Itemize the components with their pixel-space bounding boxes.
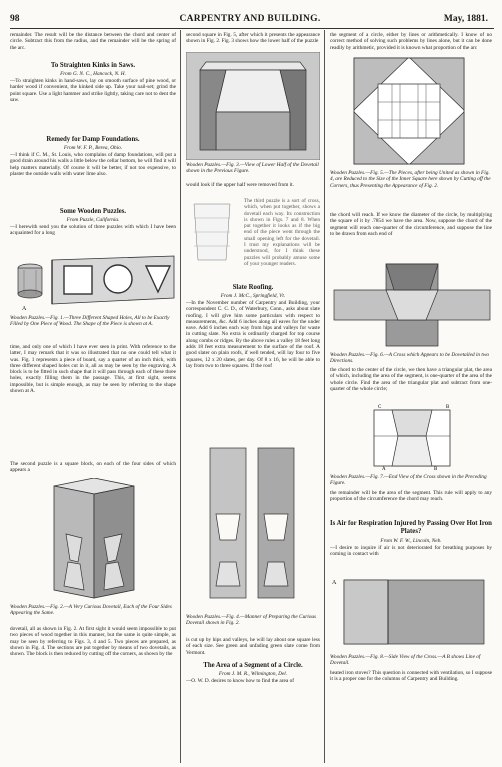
- col1-paragraph-6: The second puzzle is a square block, on each of the four sides of which appears a: [10, 461, 176, 474]
- col2-paragraph-3: The third puzzle is a sort of cross, which, when put together, shows a dovetail each way. Its construction is shown in Figs. 7 and 8. When put together it looks as if the big end of the piece went through the small opening left for the dovetail. I trust my explanations will be understood, for I think these puzzles will probably amuse some of your younger readers.: [244, 198, 320, 267]
- page-number: 98: [10, 14, 20, 24]
- col2-paragraph-1: second square in Fig. 5, after which it presents the appearance shown in Fig. 2. Fig. 3 shows how the lower half of the puzzle: [186, 32, 320, 45]
- col2-heading-slate: Slate Roofing.: [232, 284, 274, 291]
- col1-byline-foundations: From W. F. P., Berea, Ohio.: [63, 145, 123, 151]
- figure-8-caption: Wooden Puzzles.—Fig. 8.—Side View of the Cross.—A B shows Line of Dovetail.: [330, 654, 481, 667]
- col1-heading-puzzles: Some Wooden Puzzles.: [59, 208, 127, 215]
- figure-6-caption: Wooden Puzzles.—Fig. 6.—A Cross which Appears to be Dovetailed in two Directions.: [330, 352, 490, 365]
- col1-byline-puzzles: From Puzzle, California.: [66, 217, 120, 223]
- figure-7-end-view: [356, 402, 466, 472]
- col1-paragraph-1: remainder. The result will be the distance between the chord and center of circle. Subtract this from the radius, and the remainder will be the spring of the arc.: [10, 32, 176, 51]
- figure-2-dovetail-block: [44, 478, 144, 600]
- figure-8-side-view: [330, 570, 492, 650]
- fig7-label-c: C: [378, 405, 382, 410]
- col2-paragraph-5: is cut up by hips and valleys, he will lay about one square less of each size. See green and unfading green slate come from Vermont.: [186, 637, 320, 656]
- fig7-label-a: A: [382, 467, 386, 472]
- col2-paragraph-6: —O. W. D. desires to know how to find the area of: [186, 678, 294, 684]
- column-divider-1: [180, 30, 181, 763]
- fig7-label-b-top: B: [446, 405, 450, 410]
- col2-paragraph-4: —In the November number of Carpentry and Building, your correspondent C. C. D., of Waterbury, Conn., asks about slate roofing. I will give him some particulars with respect to measurements, &c. Add 6 inches along all eaves for the under eave. Add 6 inches each way from hips and valleys for waste in cutting slate. No extra is ordinarily charged for top course along combs or ridges. By the above rules a valley 18 feet long adds 18 feet extra measurement to the surface of the roof. A good slater on plain roofs, if well tended, will lay four to five squares, 12 x 20 slates, per day. Of 8 x 16, he will be able to lay from two to three squares. If the roof: [186, 300, 320, 369]
- col3-byline-respiration: From W. F. W., Lincoln, Neb.: [380, 538, 442, 544]
- col3-paragraph-3: the chord to the center of the circle, we then have a triangular plat, the area of which, including the area of the segment, is one-quarter of the area of the whole circle. Find the area of the triangular plat and subtract from one-quarter of the whole circle;: [330, 367, 492, 392]
- fig1-label-a: A: [22, 306, 27, 312]
- fig1-board: [52, 256, 174, 304]
- figure-5-caption: Wooden Puzzles.—Fig. 5.—The Pieces, after being United as shown in Fig. 4, are Reduced to the Size of the Inner Square here shown by Cutting off the Corners, thus Presenting the Appearance of Fig. 2.: [330, 170, 491, 189]
- figure-4-preparing-dovetail: [186, 444, 320, 612]
- figure-small-cross-piece: [186, 198, 238, 266]
- fig1-block-a: [18, 264, 42, 298]
- fig8-label-a: A: [332, 580, 337, 586]
- col1-paragraph-4: —I herewith send you the solution of three puzzles with which I have been acquainted for a long: [10, 224, 176, 237]
- figure-3-lower-half: [186, 52, 320, 160]
- col1-byline-saws: From G. N. C., Hancock, N. H.: [60, 71, 126, 77]
- figure-5-reduced-pieces: [348, 56, 470, 168]
- figure-6-cross: [330, 260, 492, 350]
- col3-heading-respiration: Is Air for Respiration Injured by Passing Over Hot Iron Plates?: [330, 520, 492, 535]
- col2-paragraph-2: would look if the upper half were removed from it.: [186, 182, 294, 188]
- col1-heading-foundations: Remedy for Damp Foundations.: [46, 136, 140, 143]
- col3-paragraph-2: the chord will reach. If we know the diameter of the circle, by multiplying the square of it by .7854 we have the area. Now, suppose the chord of the segment will reach one-quarter of the circumference, and suppose the line to be drawn from each end of: [330, 212, 492, 237]
- figure-1-three-holes: [8, 246, 178, 314]
- figure-1-caption: Wooden Puzzles.—Fig. 1.—Three Different Shaped Holes, All to be Exactly Filled by One Piece of Wood. The Shape of the Piece is shown at A.: [10, 315, 170, 328]
- col1-heading-saws: To Straighten Kinks in Saws.: [50, 62, 136, 69]
- col3-paragraph-1: the segment of a circle, either by lines or arithmetically. I know of no correct method of solving such problems by lines alone, but it can be done readily by arithmetic, provided it is known what proportion of the arc: [330, 32, 492, 51]
- col3-paragraph-5: —I desire to inquire if air is not deteriorated for breathing purposes by coming in contact with: [330, 545, 492, 558]
- col1-paragraph-7: dovetail, all as shown in Fig. 2. At first sight it would seem impossible to put two pieces of wood together in this manner, but the same is quite simple, as may be seen by referring to Figs. 3, 4 and 5. Two pieces are prepared, as shown in Fig. 4. The sections are put together by means of two dovetails, as shown. The block is then reduced by cutting off the corners, as shown by the: [10, 626, 176, 658]
- col1-paragraph-5: time, and only one of which I have ever seen in print. With reference to the latter, I may remark that it was so illustrated that no one could tell what it was. Fig. 1 represents a piece of board, say a quarter of an inch thick, with three different shaped holes cut in it, all as may be seen by the engraving. A block is to be fitted in such shape that it will pass through each of these three holes, exactly filling them in the passage. This, at first sight, seems impossible, but is simple enough, as may be seen by referring to the shape shown at A.: [10, 344, 176, 395]
- col2-byline-slate: From J. McC., Springfield, Vt.: [220, 293, 286, 299]
- col1-paragraph-2: —To straighten kinks in hand-saws, lay on smooth surface of pine wood, or harder wood if convenient, the kinked side up. Take your nail-set; grind the point square. Use a light hammer and strike lightly, taking care not to dent the saw.: [10, 78, 176, 103]
- figure-2-caption: Wooden Puzzles.—Fig. 2.—A Very Curious Dovetail, Each of the Four Sides Appearing the Same.: [10, 604, 172, 617]
- col2-byline-segment: From J. M. R., Wilmington, Del.: [218, 671, 288, 677]
- page-header: [6, 14, 494, 26]
- col1-paragraph-3: —I think if C. M., St. Louis, who complains of damp foundations, will put a good drain around his walls a little below the cellar bottom, he will find it will help matters materially. Of course it will be better, if not too expensive, to plaster the outside walls with water lime also.: [10, 152, 176, 177]
- column-divider-2: [324, 30, 325, 763]
- col3-paragraph-4: the remainder will be the area of the segment. This rule will apply to any proportion of the circumference the chord may reach.: [330, 490, 492, 503]
- fig7-label-b-bottom: B: [434, 467, 438, 472]
- journal-title: CARPENTRY AND BUILDING.: [179, 14, 321, 24]
- figure-7-caption: Wooden Puzzles.—Fig. 7.—End View of the Cross shown in the Preceding Figure.: [330, 474, 487, 487]
- figure-4-caption: Wooden Puzzles.—Fig. 4.—Manner of Preparing the Curious Dovetail shown in Fig. 2.: [186, 614, 317, 627]
- col2-heading-segment: The Area of a Segment of a Circle.: [203, 662, 303, 669]
- header-rule: [10, 28, 494, 29]
- figure-3-caption: Wooden Puzzles.—Fig. 3.—View of Lower Half of the Dovetail shown in the Previous Figure.: [186, 162, 319, 175]
- issue-date: May, 1881.: [443, 14, 488, 24]
- col3-paragraph-6: heated iron stoves? This question is connected with ventilation, so I suppose it is a proper one for the columns of Carpentry and Building.: [330, 670, 492, 683]
